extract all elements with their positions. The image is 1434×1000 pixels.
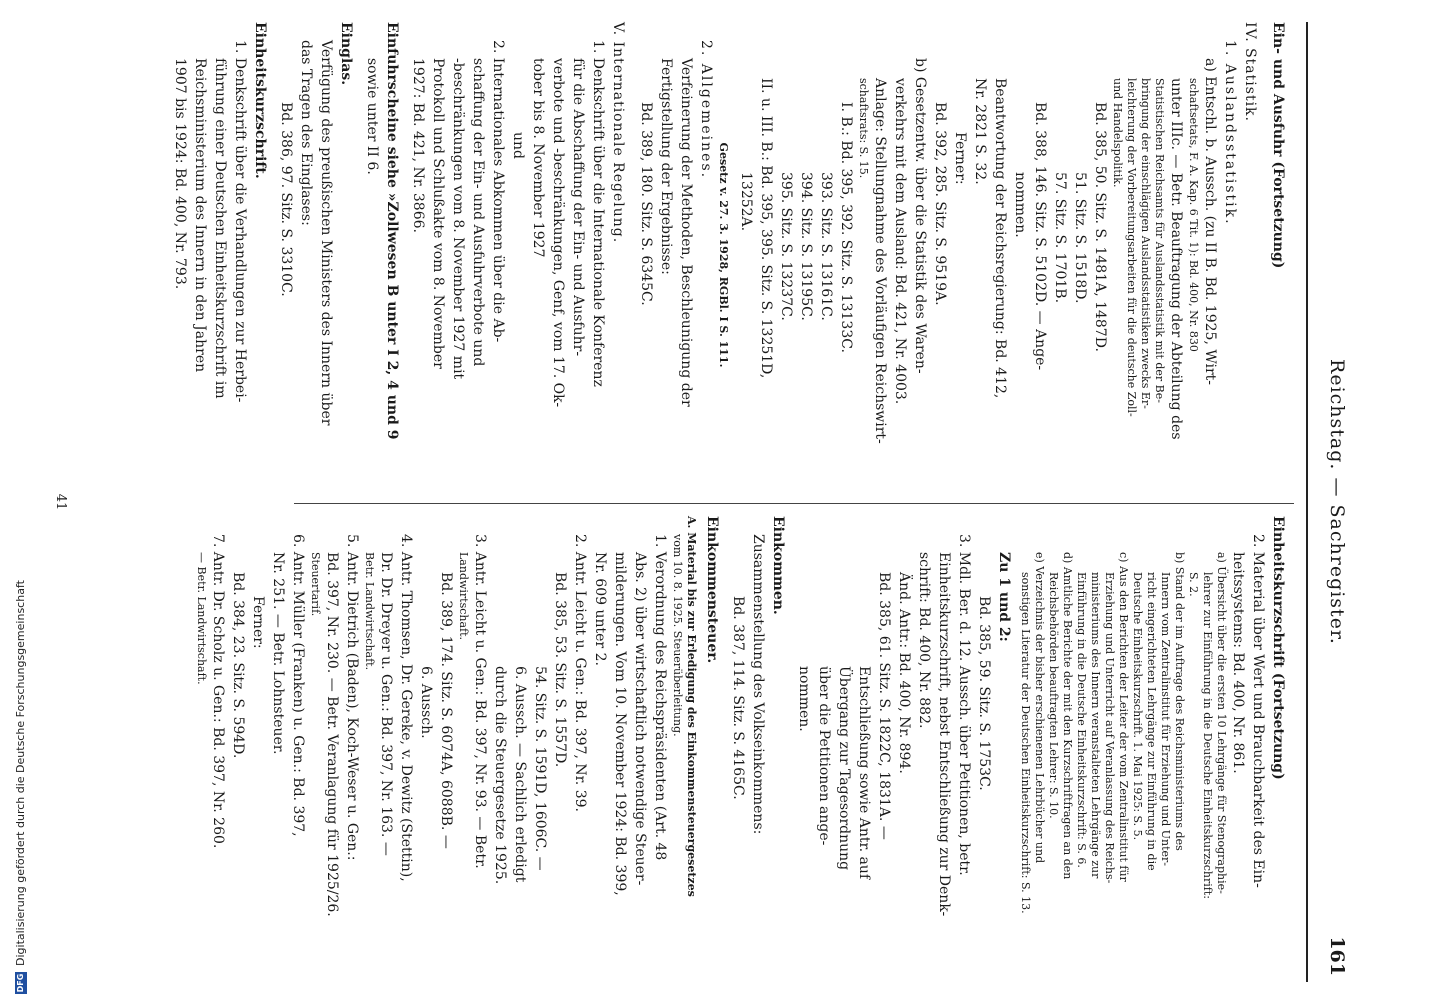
reference-line: 51. Sitz. S. 1518D.	[1072, 172, 1088, 304]
zu-1-und-2: Zu 1 und 2:	[996, 552, 1012, 642]
entry-ek1-cont: Reichsministerium des Innern in den Jahren	[192, 58, 208, 373]
reference-line: Bd. 389, 174. Sitz. S. 6074A, 6088B. —	[438, 572, 454, 849]
dfg-logo-icon: DFG	[15, 973, 25, 993]
entry-m3-tail: nommen.	[796, 666, 812, 732]
entry-est6: 6. Antr. Müller (Franken) u. Gen.: Bd. 397,	[290, 534, 306, 837]
entry-est1-cont: Abs. 2) über wirtschaftlich notwendige Steuer-	[632, 552, 648, 886]
entry-m2b-cont: Innern vom Zentralinstitut für Erziehung und Unter-	[1159, 572, 1172, 867]
entry-est5: 5. Antr. Dietrich (Baden), Koch-Weser u. Gen.:	[344, 534, 360, 861]
credit-text: Digitalisierung gefördert durch die Deutsche Forschungsgemeinschaft	[14, 580, 27, 966]
entry-m2a: a) Übersicht über die ersten 10 Lehrgänge für Stenographie-	[1215, 552, 1228, 894]
entry-est4: 4. Antr. Thomsen, Dr. Gereke, v. Dewitz (Stettin),	[398, 534, 414, 882]
reference-line: Bd. 385, 53. Sitz. S. 1557D.	[552, 572, 568, 768]
reference-line: Bd. 385, 61. Sitz. S. 1822C, 1831A. —	[876, 572, 892, 840]
page-header	[1306, 22, 1358, 982]
ferner-label: Ferner:	[250, 596, 266, 649]
entry-m2a-cont: lehrer zur Einführung in die Deutsche Einheitskurzschrift:	[1201, 572, 1214, 899]
reference-line: 393. Sitz. S. 13161C.	[818, 172, 834, 321]
entry-m3: 3. Mdl. Ber. d. 12. Aussch. über Petitionen, betr.	[956, 534, 972, 876]
section-v: V. Internationale Regelung.	[610, 22, 626, 244]
entry-m2c-cont: Erziehung und Unterricht auf Veranlassung des Reichs-	[1103, 572, 1116, 884]
entry-a-cont: schaftsetats, F. A. Kap. 6 Tit. 1): Bd. 400, Nr. 830	[1187, 78, 1200, 352]
entry-est5-cont: Bd. 397, Nr. 230. — Betr. Veranlagung für 1925/26.	[324, 552, 340, 917]
entry-est1: 1. Verordnung des Reichspräsidenten (Art. 48	[652, 534, 668, 861]
entry-est3-tail: 6. Aussch.	[418, 666, 434, 739]
reference-line: 394. Sitz. S. 13195C.	[798, 172, 814, 321]
entry-m2d: d) Amtliche Berichte der mit den Kurzschriftfragen an den	[1061, 552, 1074, 880]
entry-a-cont: unter IIIc. — Betr. Beauftragung der Abteilung des	[1168, 78, 1184, 440]
reference-line: nommen.	[1012, 172, 1028, 238]
entry-m2e: e) Verzeichnis der bisher erschienenen Lehrbücher und	[1033, 552, 1046, 864]
entry-est1-cont: milderungen. Vom 10. November 1924: Bd. 399,	[612, 552, 628, 896]
entry-b: b) Gesetzentw. über die Statistik des Waren-	[912, 58, 928, 374]
entry-a: a) Entschl. b. Aussch. (zu II B. Bd. 1925, Wirt-	[1202, 58, 1218, 386]
entry-v2-cont: Protokoll und Schlußakte vom 8. November	[430, 58, 446, 369]
est-part-a: A. Material bis zur Erledigung des Einkommensteuergesetzes	[685, 516, 698, 897]
entry-est2: 2. Antr. Leicht u. Gen.: Bd. 397, Nr. 39.	[572, 534, 588, 812]
entry-v2-cont: 1927: Bd. 421, Nr. 3866.	[410, 58, 426, 233]
entry-m3-and: Änd. Antr.: Bd. 400, Nr. 894.	[896, 572, 912, 774]
running-title: Reichstag. — Sachregister.	[1326, 359, 1348, 645]
entry-m3-tail: Übergang zur Tagesordnung	[836, 666, 852, 871]
entry-est6-cont: Nr. 251. — Betr. Lohnsteuer.	[270, 552, 286, 755]
gesetz-note: Gesetz v. 27. 3. 1928, RGBl. I S. 111.	[717, 142, 730, 368]
reference-line: Bd. 387, 114. Sitz. S. 4165C.	[730, 596, 746, 800]
beantwortung-cont: Nr. 2821 S. 32.	[972, 78, 988, 185]
est-part-a-cont: vom 10. 8. 1925. Steuerüberleitung.	[671, 534, 684, 737]
entry-est1-cont: Nr. 609 unter 2.	[592, 552, 608, 666]
entry-m3-cont: Einheitskurzschrift, nebst Entschließung zur Denk-	[936, 552, 952, 917]
entry-b-cont: verkehrs mit dem Ausland: Bd. 421, Nr. 4003.	[892, 78, 908, 405]
entry-est7: 7. Antr. Dr. Scholz u. Gen.: Bd. 397, Nr. 260.	[210, 534, 226, 849]
page-number-footer: 41	[53, 493, 68, 511]
einglas-text: das Tragen des Einglases:	[298, 40, 314, 226]
entry-est5-note: Steuertarif.	[309, 552, 322, 617]
reference-line: Bd. 392, 285. Sitz. S. 9519A.	[932, 102, 948, 306]
entry-b-cont: Anlage: Stellungnahme des Vorläufigen Reichswirt-	[872, 78, 888, 444]
subsection-auslandsstatistik: 1. Auslandsstatistik.	[1222, 40, 1238, 226]
beantwortung: Beantwortung der Reichsregierung: Bd. 412,	[992, 78, 1008, 399]
entry-m2d-cont: Reichsbehörden beauftragten Lehrer: S. 10.	[1047, 572, 1060, 819]
entry-v2-cont: -beschränkungen vom 8. November 1927 mit	[450, 58, 466, 380]
reference-line: durch die Steuergesetze 1925.	[492, 666, 508, 885]
allgemeines-text: Verfeinerung der Methoden, Beschleunigung der	[678, 58, 694, 407]
einfuhrscheine: Einfuhrscheine siehe »Zollwesen B unter I 2, 4 und 9	[384, 22, 400, 440]
ferner-label: Ferner:	[952, 132, 968, 185]
entry-est7-cont: — Betr. Landwirtschaft.	[195, 552, 208, 685]
entry-m2b: b) Stand der im Auftrage des Reichsministeriums des	[1173, 552, 1186, 851]
page-number-header: 161	[1326, 936, 1348, 976]
entry-v1-und: und	[510, 132, 526, 159]
reference-line: 54. Sitz. S. 1591D, 1606C. —	[532, 666, 548, 871]
reference-line: Bd. 388, 146. Sitz. S. 5102D. — Ange-	[1032, 102, 1048, 371]
heading-einheitskurzschrift: Einheitskurzschrift.	[252, 22, 268, 179]
entry-est4-cont: Dr. Dr. Dreyer u. Gen.: Bd. 397, Nr. 163. —	[378, 552, 394, 856]
reference-line: Bd. 384, 23. Sitz. S. 594D.	[230, 572, 246, 759]
entry-v1-cont: verbote und -beschränkungen, Genf, vom 17. Ok-	[550, 58, 566, 408]
entry-m2b-cont: richt eingerichteten Lehrgänge zur Einführung in die	[1145, 572, 1158, 871]
entry-m2: 2. Material über Wert und Brauchbarkeit des Ein-	[1250, 534, 1266, 888]
reference-line: 57. Sitz. S. 1701B.	[1052, 172, 1068, 304]
reference-line: II. u. III. B.: Bd. 395, 395. Sitz. S. 13251D,	[758, 78, 774, 379]
digitization-credit	[14, 580, 27, 994]
entry-m3-tail: über die Petitionen ange-	[816, 666, 832, 846]
reference-line: Bd. 389, 180. Sitz. S. 6345C.	[638, 102, 654, 306]
einfuhrscheine-cont: sowie unter II 6.	[364, 58, 380, 175]
reference-line: Bd. 385, 50. Sitz. S. 1481A, 1487D.	[1092, 102, 1108, 352]
entry-m2c-cont: ministeriums des Innern veranstalteten Lehrgänge zur	[1089, 572, 1102, 879]
reference-line: 6. Aussch. — Sachlich erledigt	[512, 666, 528, 883]
entry-m2e-cont: sonstigen Literatur der Deutschen Einheitskurzschrift: S. 13.	[1019, 572, 1032, 914]
entry-m2c: c) Aus den Berichten der Leiter der vom Zentralinstitut für	[1117, 552, 1130, 882]
einkommen-text: Zusammenstellung des Volkseinkommens:	[750, 534, 766, 835]
entry-m2c-cont: Einführung in die Deutsche Einheitskurzschrift: S. 6.	[1075, 572, 1088, 868]
entry-m3-tail: Entschließung sowie Antr. auf	[856, 666, 872, 880]
entry-v1: 1. Denkschrift über die Internationale Konferenz	[590, 40, 606, 387]
entry-est3: 3. Antr. Leicht u. Gen.: Bd. 397, Nr. 93. — Betr.	[472, 534, 488, 869]
entry-m2-cont: heitssystems: Bd. 400, Nr. 861.	[1230, 552, 1246, 774]
heading-einkommensteuer: Einkommensteuer.	[704, 516, 720, 664]
heading-einglas: Einglas.	[338, 22, 354, 86]
entry-m3-cont: schrift: Bd. 400, Nr. 882.	[916, 552, 932, 729]
reference-line: I. B.: Bd. 395, 392. Sitz. S. 13133C.	[838, 102, 854, 353]
reference-line: 395. Sitz. S. 13237C.	[778, 172, 794, 321]
reference-line: Bd. 386, 97. Sitz. S. 3310C.	[278, 102, 294, 297]
entry-ek1-cont: 1907 bis 1924: Bd. 400, Nr. 793.	[172, 58, 188, 290]
entry-v2: 2. Internationales Abkommen über die Ab-	[490, 40, 506, 343]
subsection-allgemeines: 2. Allgemeines.	[698, 40, 714, 180]
reference-line: 13252A.	[738, 172, 754, 232]
entry-m2a-ref: S. 2.	[1187, 572, 1200, 597]
entry-a-note: bringung der einschlägigen Auslandsstatistiken zwecks Er-	[1139, 78, 1152, 409]
entry-a-note: und Handelspolitik.	[1111, 78, 1124, 188]
entry-ek1-cont: führung einer Deutschen Einheitskurzschrift im	[212, 58, 228, 399]
entry-v1-cont: für die Abschaffung der Ein- und Ausfuhr-	[570, 58, 586, 357]
entry-est3-note: Landwirtschaft.	[457, 552, 470, 641]
right-column	[194, 516, 1294, 982]
entry-v2-cont: schaffung der Ein- und Ausfuhrverbote und	[470, 58, 486, 367]
entry-b-note: schaftsrats: S. 15.	[857, 78, 870, 179]
einglas-text: Verfügung des preußischen Ministers des Innern über	[318, 40, 334, 426]
allgemeines-text: Fertigstellung der Ergebnisse:	[658, 58, 674, 275]
heading-einkommen: Einkommen.	[770, 516, 786, 615]
entry-m2b-cont: Deutsche Einheitskurzschrift. 1. Mai 1925: S. 5.	[1131, 572, 1144, 841]
section-heading: Ein- und Ausfuhr (Fortsetzung)	[1270, 22, 1286, 269]
entry-ek1: 1. Denkschrift über die Verhandlungen zur Herbei-	[232, 40, 248, 403]
entry-est4-note: Betr. Landwirtschaft.	[363, 552, 376, 671]
section-iv: IV. Statistik.	[1242, 22, 1258, 122]
left-column	[170, 22, 1294, 488]
reference-line: Bd. 385, 59. Sitz. S. 1753C.	[976, 596, 992, 791]
rotated-page	[28, 22, 1358, 982]
entry-a-note: Statistischen Reichsamts für Auslandsstatistik mit der Be-	[1153, 78, 1166, 403]
section-heading: Einheitskurzschrift (Fortsetzung)	[1270, 516, 1286, 780]
entry-a-note: leichterung der Vorbereitungsarbeiten für die deutsche Zoll-	[1125, 78, 1138, 417]
entry-v1-cont: tober bis 8. November 1927	[530, 58, 546, 258]
column-divider	[294, 503, 1294, 504]
